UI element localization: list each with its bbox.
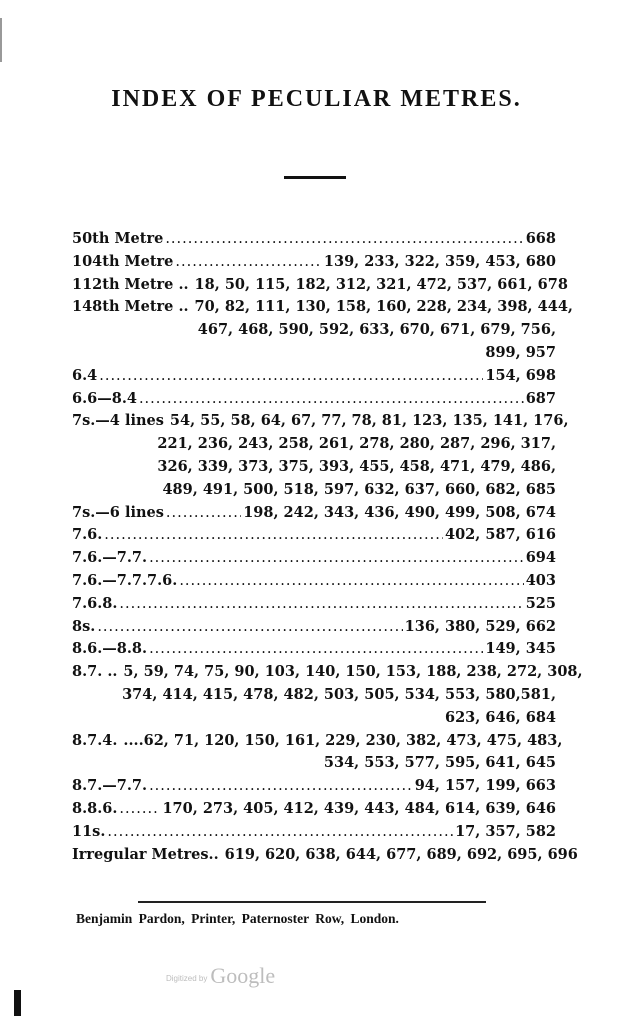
- hymn-numbers: 154, 698: [485, 366, 556, 384]
- hymn-numbers: 687: [525, 389, 556, 407]
- index-entry-continuation: 899, 957: [485, 343, 556, 361]
- dot-leader: [97, 616, 402, 639]
- dot-leader: [165, 228, 523, 251]
- hymn-numbers: 5, 59, 74, 75, 90, 103, 140, 150, 153, 188, 238, 272, 308,: [123, 663, 583, 681]
- index-entry-continuation: 374, 414, 415, 478, 482, 503, 505, 534, 553, 580,581,: [122, 685, 556, 703]
- hymn-numbers: 694: [525, 549, 556, 567]
- index-entry: [72, 570, 556, 593]
- metre-label: 7.6.: [72, 526, 103, 544]
- dot-leader: [107, 821, 453, 844]
- footer-divider: [138, 901, 486, 903]
- hymn-numbers: 70, 82, 111, 130, 158, 160, 228, 234, 398, 444,: [194, 298, 573, 316]
- hymn-numbers: 54, 55, 58, 64, 67, 77, 78, 81, 123, 135, 141, 176,: [169, 412, 569, 430]
- metre-label: 104th Metre: [72, 252, 174, 270]
- metre-label: 112th Metre ..: [72, 275, 189, 293]
- hymn-numbers: 136, 380, 529, 662: [404, 617, 556, 635]
- page-edge-mark: [14, 990, 21, 1016]
- hymn-numbers: 139, 233, 322, 359, 453, 680: [323, 252, 556, 270]
- index-entry: [72, 410, 569, 433]
- hymn-numbers: 619, 620, 638, 644, 677, 689, 692, 695, 696: [224, 845, 578, 863]
- index-entry: [72, 844, 578, 867]
- metre-label: 8.7. ..: [72, 663, 118, 681]
- metre-label: Irregular Metres..: [72, 845, 219, 863]
- metre-label: 50th Metre: [72, 230, 164, 247]
- index-entry-continuation: 623, 646, 684: [445, 708, 556, 726]
- printer-imprint: Benjamin Pardon, Printer, Paternoster Row, London.: [76, 911, 399, 926]
- index-entry: [72, 593, 556, 616]
- metre-label: 8.7.4.: [72, 731, 118, 749]
- dot-leader: [149, 775, 413, 798]
- metre-label: 7s.—4 lines: [72, 412, 164, 430]
- dot-leader: [119, 593, 523, 616]
- hymn-numbers: 149, 345: [485, 640, 556, 658]
- hymn-numbers: 94, 157, 199, 663: [414, 777, 556, 795]
- index-entry-continuation: 534, 553, 577, 595, 641, 645: [323, 754, 556, 772]
- index-entry: [72, 661, 583, 684]
- index-entry: [72, 274, 568, 297]
- index-entry: [72, 228, 556, 251]
- dot-leader: [149, 638, 483, 661]
- hymn-numbers: 198, 242, 343, 436, 490, 499, 508, 674: [243, 503, 556, 521]
- hymn-numbers: 18, 50, 115, 182, 312, 321, 472, 537, 661, 678: [194, 275, 568, 293]
- hymn-numbers: 668: [525, 230, 556, 247]
- digitized-watermark: [166, 963, 275, 989]
- dot-leader: [99, 365, 483, 388]
- metre-label: 7.6.—7.7.7.6.: [72, 571, 178, 589]
- metre-label: 8.6.—8.8.: [72, 640, 148, 658]
- index-entry: [72, 524, 556, 547]
- metre-label: 7.6.8.: [72, 594, 118, 612]
- hymn-numbers: 525: [525, 594, 556, 612]
- index-entry: [72, 638, 556, 661]
- dot-leader: [149, 547, 524, 570]
- index-entry: [72, 502, 556, 525]
- index-entry-continuation: 489, 491, 500, 518, 597, 632, 637, 660, 682, 685: [162, 480, 556, 498]
- index-entry: [72, 547, 556, 570]
- metre-label: 8.8.6.: [72, 799, 118, 817]
- title-divider: [284, 176, 346, 179]
- index-entry: [72, 251, 556, 274]
- metre-label: 7.6.—7.7.: [72, 549, 148, 567]
- index-entry: [72, 388, 556, 411]
- metre-label: 8.7.—7.7.: [72, 777, 148, 795]
- index-entry-continuation: 221, 236, 243, 258, 261, 278, 280, 287, 296, 317,: [157, 435, 556, 453]
- metre-label: 6.6—8.4: [72, 389, 137, 407]
- metre-label: 148th Metre ..: [72, 298, 189, 316]
- index-entry-continuation: 326, 339, 373, 375, 393, 455, 458, 471, 479, 486,: [157, 457, 556, 475]
- index-entry: [72, 730, 563, 753]
- metres-index: [72, 228, 583, 866]
- watermark-small-text: Digitized by: [166, 974, 208, 984]
- metre-label: 11s.: [72, 822, 106, 840]
- dot-leader: [175, 251, 322, 274]
- index-entry-continuation: 467, 468, 590, 592, 633, 670, 671, 679, 756,: [197, 321, 556, 339]
- metre-label: 8s.: [72, 617, 96, 635]
- index-entry: [72, 365, 556, 388]
- dot-leader: [179, 570, 523, 593]
- metre-label: 6.4: [72, 366, 98, 384]
- index-entry: [72, 775, 556, 798]
- metre-label: 7s.—6 lines: [72, 503, 164, 521]
- dot-leader: [104, 524, 443, 547]
- page-title: INDEX OF PECULIAR METRES.: [111, 86, 522, 112]
- hymn-numbers: 17, 357, 582: [455, 822, 556, 840]
- dot-leader: [166, 502, 241, 525]
- index-entry: [72, 821, 556, 844]
- hymn-numbers: 402, 587, 616: [445, 526, 556, 544]
- dot-leader: [119, 798, 160, 821]
- index-entry: [72, 296, 573, 319]
- dot-leader: [139, 388, 524, 411]
- page-edge-mark: [0, 18, 2, 62]
- hymn-numbers: ....62, 71, 120, 150, 161, 229, 230, 382, 473, 475, 483,: [123, 731, 563, 749]
- index-entry: [72, 798, 556, 821]
- index-entry: [72, 616, 556, 639]
- google-logo: Google: [210, 963, 276, 988]
- hymn-numbers: 170, 273, 405, 412, 439, 443, 484, 614, 639, 646: [162, 799, 556, 817]
- hymn-numbers: 403: [525, 571, 556, 589]
